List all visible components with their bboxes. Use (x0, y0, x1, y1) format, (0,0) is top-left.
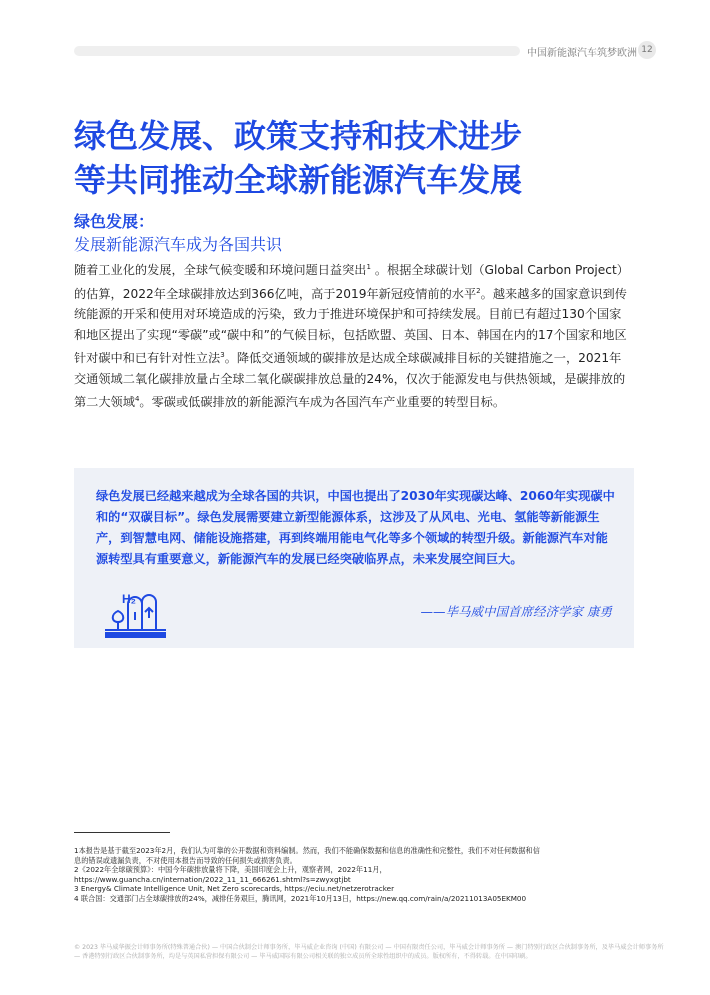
footnote-1: 1本报告是基于截至2023年2月，我们认为可靠的公开数据和资料编制。然而，我们不能确保数据和信息的准确性和完整性，我们不对任何数据和信息的错误或遗漏负责，不对使用本报告而导致的任何损失或损害负责。 (74, 846, 540, 865)
footnote-3: 3 Energy& Climate Intelligence Unit, Net Zero scorecards, https://eciu.net/netzerotracker (74, 884, 395, 894)
footnote-2: 2《2022年全球碳预算》：中国今年碳排放量将下降，美国印度会上升，观察者网，2022年11月，https://www.guancha.cn/internation/2022_11_11_666261.shtml?s=zwyxgtjbt (74, 865, 387, 884)
page-title (74, 114, 614, 202)
body-text-3: 。越来越多的国家意识到传统能源的开采和使用对环境造成的污染，致力于推进环境保护和可持续发展。目前已有超过130个国家和地区提出了实现“零碳”或“碳中和”的气候目标，包括欧盟、英国、日本、韩国在内的17个国家和地区针对碳中和已有针对性立法 (74, 286, 627, 366)
hydrogen-plant-icon (102, 578, 168, 640)
report-title: 中国新能源汽车筑梦欧洲 (527, 48, 637, 59)
page-number: 12 (638, 41, 656, 59)
quote-attribution: ——毕马威中国首席经济学家 康勇 (420, 604, 612, 619)
page-title-line2: 等共同推动全球新能源汽车发展 (74, 161, 523, 199)
body-text-4: 。降低交通领域的碳排放是达成全球碳减排目标的关键措施之一，2021年交通领域二氧化碳排放量占全球二氧化碳碳排放总量的24%，仅次于能源发电与供热领域，是碳排放的第二大领域 (74, 351, 626, 410)
body-text-2: 。根据全球碳计划（Global Carbon Project）的估算，2022年全球碳排放达到366亿吨，高于2019年新冠疫情前的水平 (74, 263, 629, 301)
h2-label: H₂ (122, 592, 136, 606)
quote-text: 绿色发展已经越来越成为全球各国的共识，中国也提出了2030年实现碳达峰、2060年实现碳中和的“双碳目标”。绿色发展需要建立新型能源体系，这涉及了从风电、光电、氢能等新能源生产，到智慧电网、储能设施搭建，再到终端用能电气化等多个领域的转型升级。新能源汽车对能源转型具有重要意义，新能源汽车的发展已经突破临界点，未来发展空间巨大。 (96, 489, 615, 566)
footnote-divider (74, 832, 170, 833)
footnotes (74, 846, 544, 904)
quote-box (74, 468, 634, 648)
section-heading: 绿色发展： (74, 212, 155, 231)
section-subheading: 发展新能源汽车成为各国共识 (74, 235, 283, 254)
footnote-ref-4: 4 (134, 395, 140, 404)
footnote-ref-3: 3 (220, 351, 225, 360)
footnote-ref-1: 1 (366, 263, 371, 271)
footnote-ref-2: 2 (476, 286, 481, 295)
body-paragraph (74, 257, 630, 413)
header-bar (74, 46, 520, 56)
copyright-notice: © 2023 毕马威华振会计师事务所(特殊普通合伙) — 中国合伙制会计师事务所，毕马威企业咨询 (中国) 有限公司 — 中国有限责任公司，毕马威会计师事务所 — 澳门特别行政区合伙制事务所，及毕马威会计师事务所 — 香港特别行政区合伙制事务所，均是与英国私营担保有限公司 — 毕马威国际有限公司相关联的独立成员所全球性组织中的成员。版权所有，不得转载。在中国印刷。 (74, 944, 664, 960)
footnote-4: 4 联合国：交通部门占全球碳排放的24%，减排任务艰巨，腾讯网，2021年10月13日，https://new.qq.com/rain/a/20211013A05EKM00 (74, 893, 527, 903)
body-text-5: 。零碳或低碳排放的新能源汽车成为各国汽车产业重要的转型目标。 (139, 395, 506, 410)
page-title-line1: 绿色发展、政策支持和技术进步 (74, 117, 523, 155)
body-text-1: 随着工业化的发展，全球气候变暖和环境问题日益突出 (74, 263, 367, 278)
